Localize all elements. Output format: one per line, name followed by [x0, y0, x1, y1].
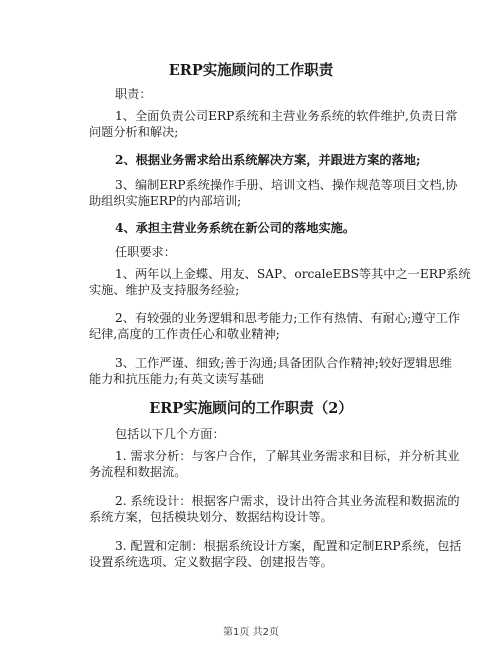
- requirement-item-1: 1、两年以上金蝶、用友、SAP、orcaleEBS等其中之一ERP系统 实施、维护及支持服务经验;: [89, 267, 471, 297]
- section1-title: ERP实施顾问的工作职责: [168, 62, 334, 79]
- duty-item-3: 3、编制ERP系统操作手册、培训文档、操作规范等项目文档,协 助组织实施ERP的内部培训;: [89, 178, 458, 208]
- section2-title: ERP实施顾问的工作职责（2）: [149, 400, 353, 417]
- requirements-heading: 任职要求：: [115, 245, 176, 259]
- duty-item-2: 2、根据业务需求给出系统解决方案，并跟进方案的落地;: [115, 153, 421, 167]
- section2-item-2: 2. 系统设计：根据客户需求，设计出符合其业务流程和数据流的 系统方案，包括模块划分、数据结构设计等。: [89, 494, 460, 524]
- duty-item-1: 1、全面负责公司ERP系统和主营业务系统的软件维护,负责日常 问题分析和解决;: [89, 109, 458, 139]
- section2-item-1: 1. 需求分析：与客户合作，了解其业务需求和目标，并分析其业 务流程和数据流。: [89, 449, 460, 479]
- section2-item-3: 3. 配置和定制：根据系统设计方案，配置和定制ERP系统，包括 设置系统选项、定义数据字段、创建报告等。: [89, 539, 462, 569]
- section2-intro: 包括以下几个方面：: [115, 427, 225, 441]
- requirement-item-3: 3、工作严谨、细致;善于沟通;具备团队合作精神;较好逻辑思维 能力和抗压能力;有英文读写基础: [89, 356, 452, 386]
- duty-item-4: 4、承担主营业务系统在新公司的落地实施。: [115, 221, 356, 235]
- requirement-item-2: 2、有较强的业务逻辑和思考能力;工作有热情、有耐心;遵守工作 纪律,高度的工作责任心和敬业精神;: [89, 311, 461, 341]
- duties-heading: 职责：: [115, 87, 152, 101]
- page-number-footer: 第1页 共2页: [223, 627, 279, 638]
